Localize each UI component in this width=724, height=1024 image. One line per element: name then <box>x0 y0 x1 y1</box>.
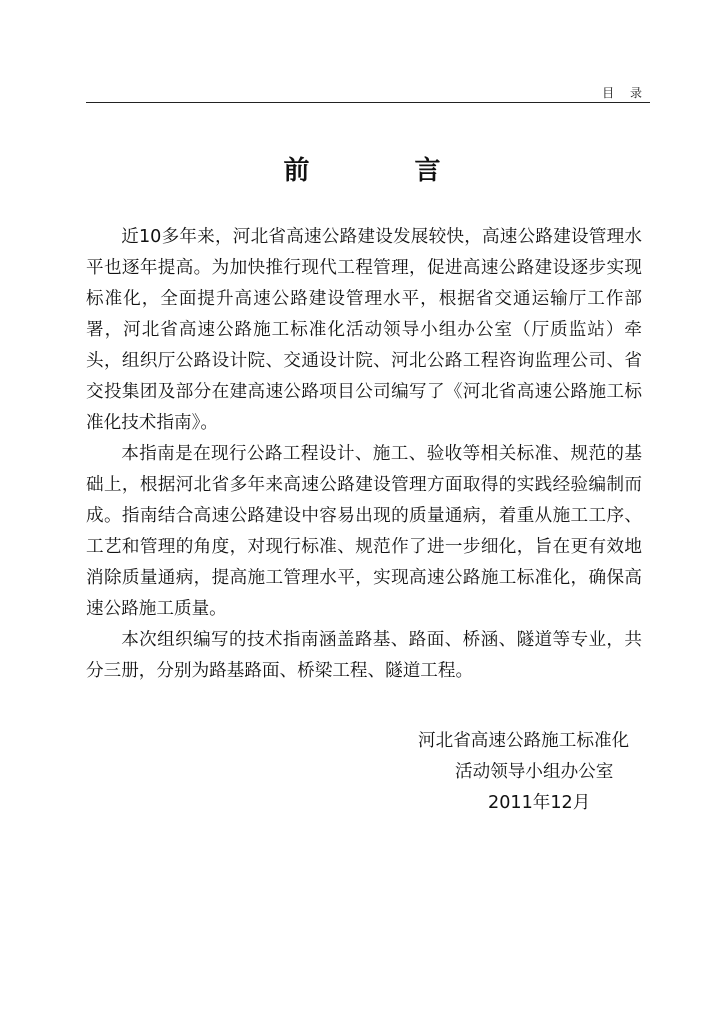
preface-paragraph-3: 本次组织编写的技术指南涵盖路基、路面、桥涵、隧道等专业，共分三册，分别为路基路面、桥梁工程、隧道工程。 <box>86 630 642 681</box>
preface-body <box>86 222 642 687</box>
signature-organization: 河北省高速公路施工标准化 <box>418 731 630 751</box>
header-rule <box>86 102 650 103</box>
preface-paragraph-2: 本指南是在现行公路工程设计、施工、验收等相关标准、规范的基础上，根据河北省多年来高速公路建设管理方面取得的实践经验编制而成。指南结合高速公路建设中容易出现的质量通病，着重从施工工序、工艺和管理的角度，对现行标准、规范作了进一步细化，旨在更有效地消除质量通病，提高施工管理水平，实现高速公路施工标准化，确保高速公路施工质量。 <box>86 444 642 619</box>
running-header: 目 录 <box>602 86 648 100</box>
page-title: 前 言 <box>283 156 489 186</box>
signature-date: 2011年12月 <box>488 793 591 813</box>
signature-office: 活动领导小组办公室 <box>455 762 614 782</box>
preface-paragraph-1: 近10多年来，河北省高速公路建设发展较快，高速公路建设管理水平也逐年提高。为加快推行现代工程管理，促进高速公路建设逐步实现标准化，全面提升高速公路建设管理水平，根据省交通运输厅工作部署，河北省高速公路施工标准化活动领导小组办公室（厅质监站）牵头，组织厅公路设计院、交通设计院、河北公路工程咨询监理公司、省交投集团及部分在建高速公路项目公司编写了《河北省高速公路施工标准化技术指南》。 <box>86 227 642 433</box>
signature-block <box>360 726 650 819</box>
